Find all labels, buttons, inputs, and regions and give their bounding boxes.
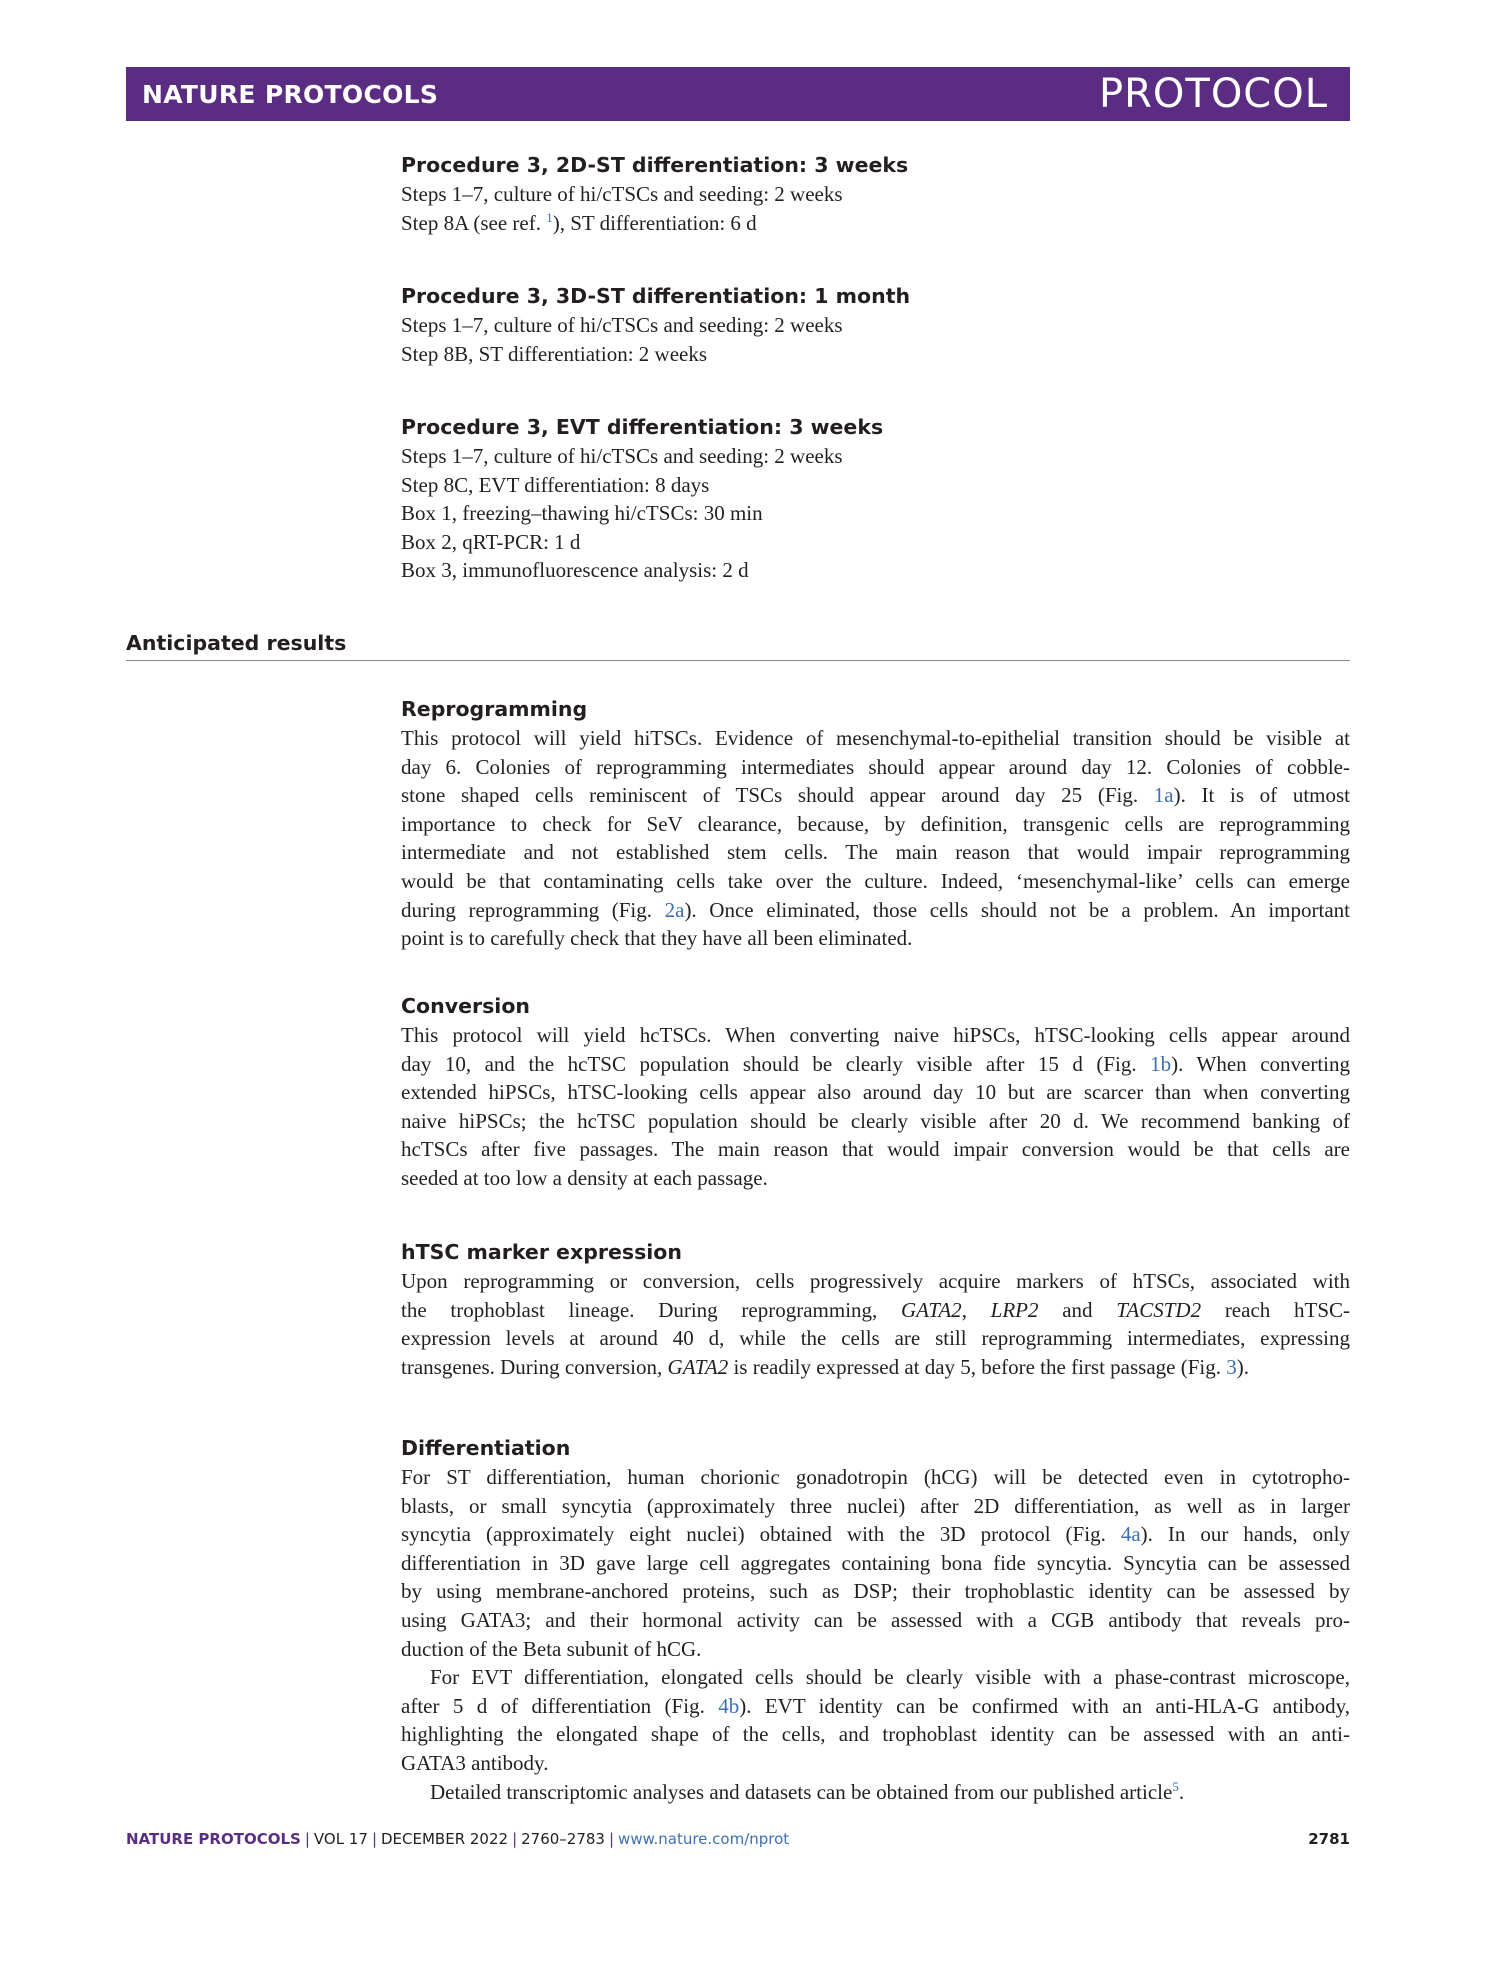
paragraph: This protocol will yield hcTSCs. When converting naive hiPSCs, hTSC-looking cells appear around day 10, and the hcTSC population should be clearly visible after 15 d (Fig. 1b). When converting extended hiPSCs, hTSC-looking cells appear also around day 10 but are scarcer than when converting naive hiPSCs; the hcTSC population should be clearly visible after 20 d. We recommend banking of hcTSCs after five passages. The main reason that would impair conversion would be that cells are seeded at too low a density at each passage. — [401, 1023, 1351, 1190]
timing-line: Step 8C, EVT differentiation: 8 days — [401, 472, 710, 497]
footer-pages: 2760–2783 — [521, 1830, 605, 1848]
article-type: PROTOCOL — [1098, 71, 1328, 117]
timing-line: Step 8B, ST differentiation: 2 weeks — [401, 341, 708, 366]
paragraph: Upon reprogramming or conversion, cells progressively acquire markers of hTSCs, associated with the trophoblast lineage. During reprogramming, GATA2, LRP2 and TACSTD2 reach hTSC- expression levels at around 40 d, while the cells are still reprogramming intermediates, expressing transgenes. During conversion, GATA2 is readily expressed at day 5, before the first passage (Fig. 3). — [401, 1269, 1350, 1379]
paragraph: For ST differentiation, human chorionic gonadotropin (hCG) will be detected even in cytotropho- blasts, or small syncytia (approximately three nuclei) after 2D differentiation, as well as in larger syncytia (approximately eight nuclei) obtained with the 3D protocol (Fig. 4a). In our hands, only differentiation in 3D gave large cell aggregates containing bona fide syncytia. Syncytia can be assessed by using membrane-anchored proteins, such as DSP; their trophoblastic identity can be assessed by using GATA3; and their hormonal activity can be assessed with a CGB antibody that reveals pro- duction of the Beta subunit of hCG. For EVT differentiation, elongated cells should be clearly visible with a phase-contrast microscope, after 5 d of differentiation (Fig. 4b). EVT identity can be confirmed with an anti-HLA-G antibody, highlighting the elongated shape of the cells, and trophoblast identity can be assessed with an anti- GATA3 antibody. Detailed transcriptomic analyses and datasets can be obtained from our published article$^5$. — [401, 1465, 1351, 1804]
timing-block-3d-st — [401, 282, 1350, 368]
footer-url-link[interactable]: www.nature.com/nprot — [618, 1830, 790, 1848]
timing-block-evt — [401, 413, 1350, 585]
gene-name: GATA2 — [667, 1354, 729, 1379]
section-title-anticipated-results: Anticipated results — [126, 631, 347, 655]
figure-link[interactable]: 4a — [1120, 1522, 1141, 1547]
timing-block-2d-st — [401, 151, 1350, 237]
subsection-heading: Reprogramming — [401, 697, 588, 721]
figure-link[interactable]: 2a — [664, 897, 685, 922]
figure-link[interactable]: 4b — [718, 1693, 740, 1718]
timing-line: Steps 1–7, culture of hi/cTSCs and seeding: 2 weeks — [401, 182, 843, 206]
footer-volume: VOL 17 — [313, 1830, 368, 1848]
timing-heading: Procedure 3, EVT differentiation: 3 weeks — [401, 415, 884, 439]
figure-link[interactable]: 1b — [1150, 1051, 1172, 1076]
timing-line: Steps 1–7, culture of hi/cTSCs and seeding: 2 weeks — [401, 444, 843, 468]
journal-banner — [126, 67, 1350, 121]
timing-line: Step 8A (see ref. $^1$), ST differentiation: 6 d — [401, 209, 757, 235]
subsection-conversion — [401, 992, 1350, 1193]
gene-name: LRP2 — [990, 1297, 1039, 1322]
footer-journal: NATURE PROTOCOLS — [126, 1830, 301, 1848]
subsection-reprogramming — [401, 695, 1350, 953]
page-number: 2781 — [1308, 1830, 1350, 1848]
footer-date: DECEMBER 2022 — [381, 1830, 509, 1848]
subsection-heading: Conversion — [401, 994, 531, 1018]
figure-link[interactable]: 1a — [1153, 783, 1174, 808]
gene-name: GATA2 — [901, 1297, 962, 1322]
subsection-marker-expression — [401, 1238, 1350, 1381]
timing-heading: Procedure 3, 3D-ST differentiation: 1 month — [401, 284, 911, 308]
timing-line: Box 3, immunofluorescence analysis: 2 d — [401, 558, 749, 583]
timing-line: Box 1, freezing–thawing hi/cTSCs: 30 min — [401, 501, 763, 526]
reference-link[interactable]: 5 — [1172, 1778, 1179, 1794]
subsection-heading: Differentiation — [401, 1436, 571, 1460]
timing-line: Box 2, qRT-PCR: 1 d — [401, 529, 581, 554]
paragraph: This protocol will yield hiTSCs. Evidence of mesenchymal-to-epithelial transition should be visible at day 6. Colonies of reprogramming intermediates should appear around day 12. Colonies of cobble- stone shaped cells reminiscent of TSCs should appear around day 25 (Fig. 1a). It is of utmost importance to check for SeV clearance, because, by definition, transgenic cells are reprogramming intermediate and not established stem cells. The main reason that would impair reprogramming would be that contaminating cells take over the culture. Indeed, ‘mesenchymal-like’ cells can emerge during reprogramming (Fig. 2a). Once eliminated, those cells should not be a problem. An important point is to carefully check that they have all been eliminated. — [401, 726, 1350, 951]
figure-link[interactable]: 3 — [1226, 1354, 1237, 1379]
page-footer: NATURE PROTOCOLS | VOL 17 | DECEMBER 2022 | 2760–2783 | www.nature.com/nprot 2781 — [126, 1830, 1350, 1848]
subsection-differentiation — [401, 1434, 1350, 1806]
journal-name: NATURE PROTOCOLS — [142, 80, 439, 109]
section-divider — [126, 660, 1350, 661]
subsection-heading: hTSC marker expression — [401, 1240, 682, 1264]
timing-heading: Procedure 3, 2D-ST differentiation: 3 weeks — [401, 153, 909, 177]
reference-link[interactable]: 1 — [546, 209, 553, 225]
timing-line: Steps 1–7, culture of hi/cTSCs and seeding: 2 weeks — [401, 313, 843, 337]
gene-name: TACSTD2 — [1116, 1297, 1202, 1322]
